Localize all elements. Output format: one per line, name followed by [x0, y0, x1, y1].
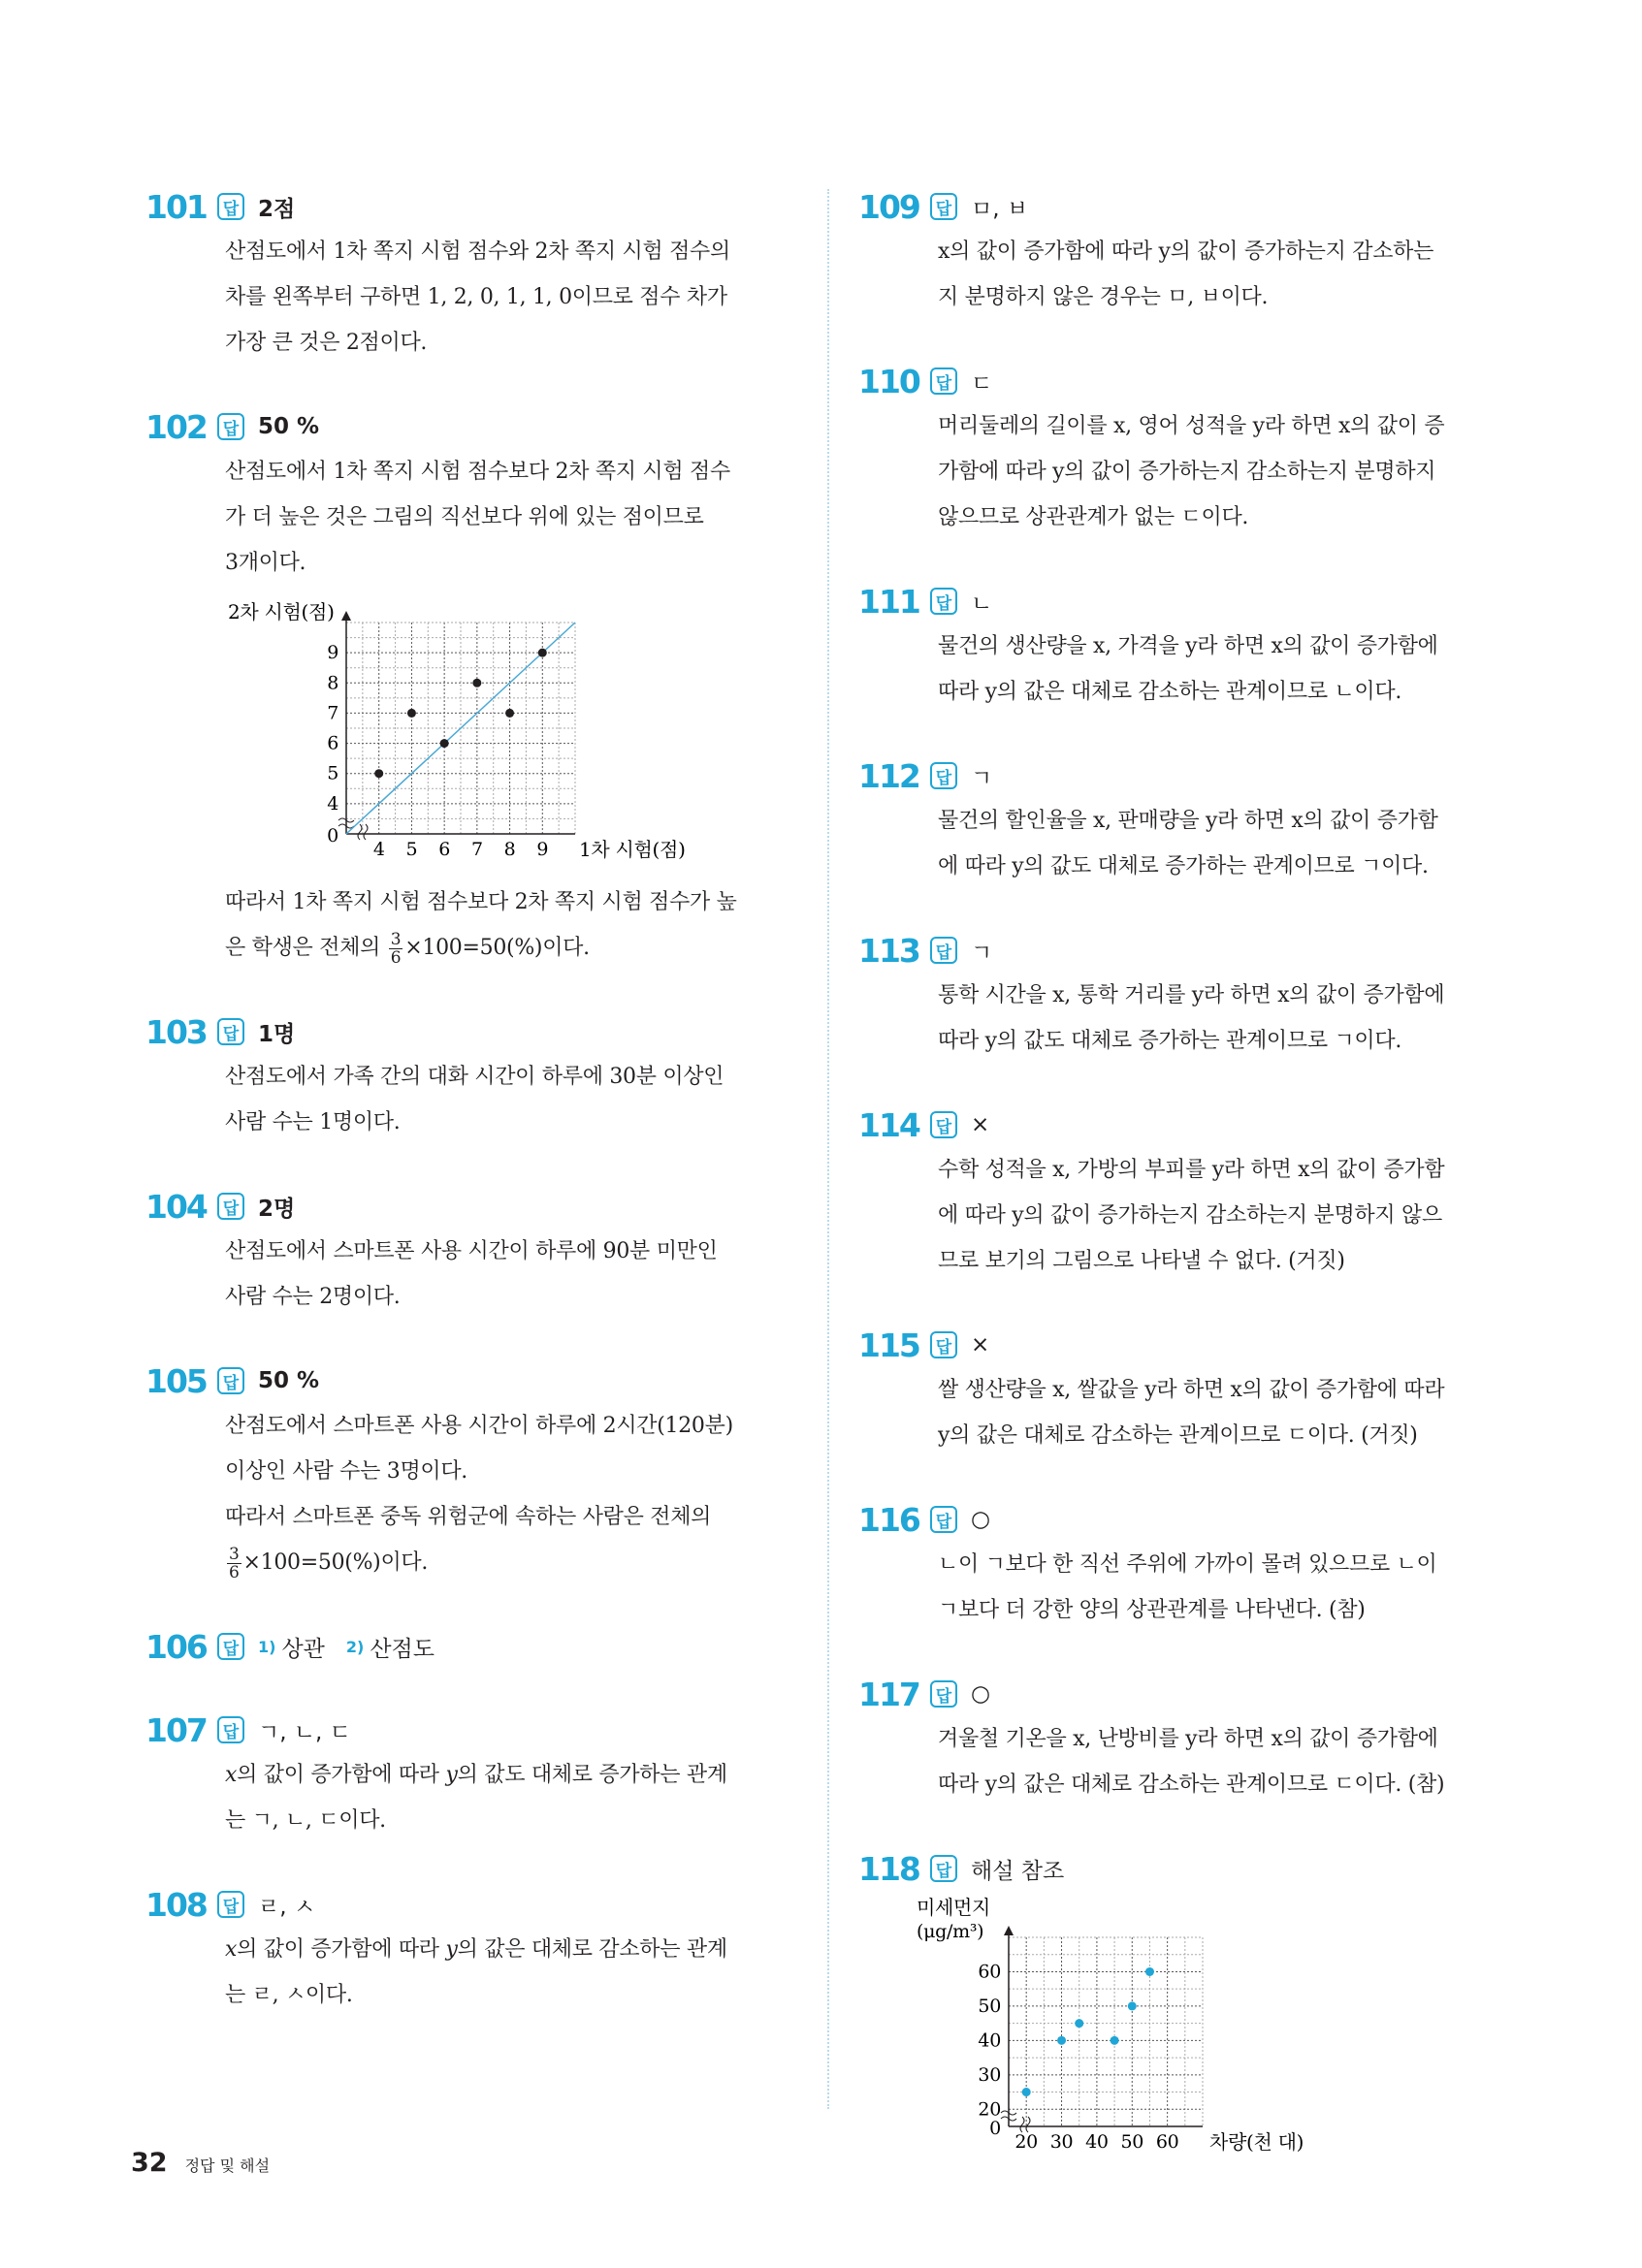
problem-number: 104 — [145, 1187, 207, 1226]
answer-tag: 답 — [217, 1367, 244, 1394]
data-point — [538, 649, 547, 657]
problem-102 — [145, 404, 805, 971]
sub-answer-label: 1) — [258, 1637, 276, 1656]
explanation-line: ㄱ보다 더 강한 양의 상관관계를 나타낸다. (참) — [938, 1598, 1366, 1622]
answer-tag: 답 — [930, 1680, 957, 1708]
problem-106 — [145, 1624, 805, 1669]
answer-tag: 답 — [930, 1111, 957, 1138]
data-point — [472, 679, 481, 687]
y-tick-label: 50 — [978, 1995, 1001, 2017]
explanation-line: 물건의 할인율을 x, 판매량을 y라 하면 x의 값이 증가함 — [938, 809, 1438, 833]
sub-answer-label: 2) — [345, 1637, 365, 1656]
data-point — [1145, 1967, 1154, 1976]
data-point — [374, 769, 383, 778]
explanation-line: 에 따라 y의 값이 증가하는지 감소하는지 분명하지 않으 — [938, 1203, 1442, 1228]
problem-number: 105 — [145, 1361, 207, 1400]
fraction — [227, 1546, 241, 1581]
data-point — [1111, 2036, 1119, 2045]
y-tick-label: 30 — [978, 2063, 1001, 2086]
numerator: 3 — [229, 1544, 240, 1564]
answer-tag: 답 — [930, 1506, 957, 1533]
explanation-line: 않으므로 상관관계가 없는 ㄷ이다. — [938, 505, 1249, 529]
variable: x — [225, 1937, 238, 1962]
answer: ㄹ, ㅅ — [258, 1894, 316, 1920]
problem-number: 101 — [145, 187, 207, 226]
explanation-line: ㄴ이 ㄱ보다 한 직선 주위에 가까이 몰려 있으므로 ㄴ이 — [938, 1552, 1437, 1577]
problem-number: 118 — [858, 1849, 919, 1888]
explanation-line: 는 ㄹ, ㅅ이다. — [225, 1983, 353, 2007]
answer: 2점 — [258, 196, 296, 222]
x-tick-label: 5 — [405, 839, 418, 860]
answer-tag: 답 — [930, 1855, 957, 1882]
data-point — [1022, 2088, 1031, 2096]
problem-number: 110 — [858, 362, 919, 400]
y-tick-label: 4 — [327, 792, 338, 815]
answer: × — [971, 1112, 990, 1137]
explanation-line: 따라 y의 값은 대체로 감소하는 관계이므로 ㄷ이다. (참) — [938, 1773, 1445, 1797]
answer: ㄱ — [971, 940, 993, 966]
answer-tag: 답 — [217, 1716, 244, 1743]
text-segment: 의 값이 증가함에 따라 — [237, 1763, 446, 1787]
problem-number: 115 — [858, 1326, 919, 1364]
answer-tag: 답 — [930, 588, 957, 615]
problem-109 — [858, 184, 1498, 320]
problem-115 — [858, 1323, 1498, 1458]
data-point — [1128, 2001, 1137, 2010]
origin-label: 0 — [989, 2118, 1001, 2139]
origin-label: 0 — [327, 825, 338, 847]
answer-tag: 답 — [930, 193, 957, 220]
explanation-line: 가 더 높은 것은 그림의 직선보다 위에 있는 점이므로 — [225, 505, 704, 529]
x-tick-label: 60 — [1155, 2131, 1179, 2153]
problem-111 — [858, 579, 1498, 715]
fraction — [389, 931, 403, 967]
problem-105 — [145, 1358, 805, 1585]
answer-tag: 답 — [930, 937, 957, 964]
problem-107 — [145, 1708, 805, 1843]
problem-103 — [145, 1009, 805, 1145]
explanation-line: 따라 y의 값도 대체로 증가하는 관계이므로 ㄱ이다. — [938, 1029, 1402, 1053]
explanation-line: 지 분명하지 않은 경우는 ㅁ, ㅂ이다. — [938, 285, 1269, 309]
x-tick-label: 20 — [1014, 2131, 1038, 2153]
data-point — [407, 709, 416, 718]
explanation-line: 산점도에서 스마트폰 사용 시간이 하루에 90분 미만인 — [225, 1239, 718, 1263]
explanation-line: 산점도에서 1차 쪽지 시험 점수와 2차 쪽지 시험 점수의 — [225, 240, 730, 264]
y-axis-arrow — [1004, 1926, 1014, 1935]
answer-tag: 답 — [930, 762, 957, 789]
y-axis-unit: (μg/m³) — [917, 1921, 984, 1942]
x-axis-label: 1차 시험(점) — [579, 838, 686, 861]
answer-tag: 답 — [217, 1018, 244, 1045]
explanation-line: x의 값이 증가함에 따라 y의 값이 증가하는지 감소하는 — [938, 240, 1434, 264]
answer-tag: 답 — [217, 1633, 244, 1660]
problem-number: 108 — [145, 1885, 207, 1924]
explanation-line: 3개이다. — [225, 551, 306, 575]
answer: 50 % — [258, 1368, 320, 1393]
text-segment: ×100=50(%)이다. — [404, 936, 590, 960]
problem-number: 107 — [145, 1710, 207, 1749]
explanation-line: 따라 y의 값은 대체로 감소하는 관계이므로 ㄴ이다. — [938, 680, 1402, 704]
problem-number: 109 — [858, 187, 919, 226]
explanation-line: 수학 성적을 x, 가방의 부피를 y라 하면 x의 값이 증가함 — [938, 1158, 1445, 1182]
y-tick-label: 8 — [327, 672, 338, 694]
problem-number: 112 — [858, 756, 919, 795]
explanation-line: 물건의 생산량을 x, 가격을 y라 하면 x의 값이 증가함에 — [938, 634, 1438, 658]
footer-title: 정답 및 해설 — [184, 2156, 271, 2175]
scatter-chart-quiz — [225, 591, 805, 879]
problem-number: 116 — [858, 1500, 919, 1539]
column-divider — [827, 189, 829, 2109]
problem-104 — [145, 1184, 805, 1320]
problem-number: 106 — [145, 1627, 207, 1666]
data-point — [1075, 2019, 1083, 2028]
explanation-line: 산점도에서 1차 쪽지 시험 점수보다 2차 쪽지 시험 점수 — [225, 460, 730, 484]
text-segment: 의 값은 대체로 감소하는 관계 — [457, 1937, 727, 1962]
data-point — [440, 739, 449, 748]
text-segment: 의 값이 증가함에 따라 — [237, 1937, 446, 1962]
sub-answer-text: 상관 — [281, 1636, 325, 1662]
answer-tag: 답 — [217, 413, 244, 440]
y-tick-label: 20 — [978, 2098, 1001, 2121]
problem-117 — [858, 1672, 1498, 1807]
answer: 1명 — [258, 1021, 296, 1047]
answer: ㄴ — [971, 591, 993, 617]
problem-number: 114 — [858, 1105, 919, 1144]
scatter-plot-fine-dust — [917, 1897, 1324, 2158]
text-segment: 의 값도 대체로 증가하는 관계 — [457, 1763, 727, 1787]
answer: ○ — [971, 1507, 991, 1532]
scatter-plot-quiz-scores — [225, 591, 686, 863]
explanation-line: 가함에 따라 y의 값이 증가하는지 감소하는지 분명하지 — [938, 460, 1436, 484]
y-axis-label: 미세먼지 — [917, 1896, 991, 1919]
x-tick-label: 9 — [536, 839, 549, 860]
variable: x — [225, 1763, 238, 1787]
x-tick-label: 4 — [372, 839, 385, 860]
y-tick-label: 40 — [978, 2029, 1001, 2052]
problem-number: 111 — [858, 582, 919, 621]
explanation-line — [225, 1540, 805, 1585]
y-tick-label: 5 — [327, 762, 338, 784]
x-tick-label: 40 — [1085, 2131, 1109, 2153]
variable: y — [445, 1763, 458, 1787]
explanation-line: 차를 왼쪽부터 구하면 1, 2, 0, 1, 1, 0이므로 점수 차가 — [225, 285, 727, 309]
answer: 2명 — [258, 1196, 296, 1222]
explanation-line — [225, 1752, 805, 1798]
answer-tag: 답 — [217, 1891, 244, 1918]
problem-number: 113 — [858, 931, 919, 970]
x-axis-label: 차량(천 대) — [1209, 2130, 1304, 2154]
y-tick-label: 9 — [327, 642, 338, 664]
x-tick-label: 50 — [1120, 2131, 1144, 2153]
left-column — [145, 184, 805, 2057]
problem-116 — [858, 1497, 1498, 1633]
explanation-line: 따라서 스마트폰 중독 위험군에 속하는 사람은 전체의 — [225, 1505, 712, 1529]
explanation-line — [225, 1927, 805, 1972]
explanation-line: 겨울철 기온을 x, 난방비를 y라 하면 x의 값이 증가함에 — [938, 1727, 1438, 1751]
x-tick-label: 30 — [1049, 2131, 1074, 2153]
explanation-line: y의 값은 대체로 감소하는 관계이므로 ㄷ이다. (거짓) — [938, 1423, 1418, 1448]
numerator: 3 — [390, 929, 402, 949]
right-column — [858, 184, 1498, 2214]
answer: ㄱ, ㄴ, ㄷ — [258, 1719, 351, 1745]
problem-number: 102 — [145, 407, 207, 446]
data-point — [505, 709, 514, 718]
page-number: 32 — [131, 2148, 168, 2178]
explanation-line: 쌀 생산량을 x, 쌀값을 y라 하면 x의 값이 증가함에 따라 — [938, 1378, 1445, 1402]
x-tick-label: 6 — [438, 839, 451, 860]
answer: × — [971, 1332, 990, 1358]
explanation-line: 산점도에서 스마트폰 사용 시간이 하루에 2시간(120분) — [225, 1414, 733, 1438]
explanation-line — [225, 925, 805, 971]
page-footer — [131, 2148, 270, 2178]
problem-number: 103 — [145, 1012, 207, 1051]
problem-112 — [858, 753, 1498, 889]
y-tick-label: 6 — [327, 732, 338, 754]
explanation-line: 산점도에서 가족 간의 대화 시간이 하루에 30분 이상인 — [225, 1065, 724, 1089]
text-segment: ×100=50(%)이다. — [242, 1550, 429, 1575]
explanation-line: 머리둘레의 길이를 x, 영어 성적을 y라 하면 x의 값이 증 — [938, 414, 1445, 438]
explanation-line: 이상인 사람 수는 3명이다. — [225, 1459, 467, 1484]
explanation-line: 따라서 1차 쪽지 시험 점수보다 2차 쪽지 시험 점수가 높 — [225, 890, 737, 914]
answer-tag: 답 — [217, 193, 244, 220]
answer: ○ — [971, 1681, 991, 1707]
answer-tag: 답 — [217, 1193, 244, 1220]
explanation-line: 에 따라 y의 값도 대체로 증가하는 관계이므로 ㄱ이다. — [938, 854, 1429, 878]
answer: 해설 참조 — [971, 1858, 1065, 1884]
problem-101 — [145, 184, 805, 366]
data-point — [1057, 2036, 1066, 2045]
denominator: 6 — [229, 1562, 240, 1582]
y-axis-label: 2차 시험(점) — [228, 600, 335, 623]
scatter-chart-dust — [917, 1897, 1498, 2175]
explanation-line: 통학 시간을 x, 통학 거리를 y라 하면 x의 값이 증가함에 — [938, 983, 1445, 1007]
text-segment: 은 학생은 전체의 — [225, 936, 387, 960]
y-axis-arrow — [341, 611, 351, 621]
explanation-line: 가장 큰 것은 2점이다. — [225, 331, 428, 355]
explanation-line: 사람 수는 2명이다. — [225, 1285, 401, 1309]
answer: ㄱ — [971, 765, 993, 791]
sub-answer-text: 산점도 — [370, 1636, 435, 1662]
axis-break-mark — [1020, 2117, 1030, 2132]
variable: y — [445, 1937, 458, 1962]
answer: 50 % — [258, 414, 320, 439]
answer: ㄷ — [971, 370, 993, 397]
problem-number: 117 — [858, 1675, 919, 1713]
y-tick-label: 60 — [978, 1961, 1001, 1983]
problem-118 — [858, 1846, 1498, 2175]
explanation-line: 사람 수는 1명이다. — [225, 1110, 401, 1134]
x-tick-label: 7 — [470, 839, 483, 860]
answer-tag: 답 — [930, 1331, 957, 1358]
problem-108 — [145, 1882, 805, 2018]
x-tick-label: 8 — [503, 839, 516, 860]
answer: ㅁ, ㅂ — [971, 196, 1029, 222]
explanation-line: 는 ㄱ, ㄴ, ㄷ이다. — [225, 1808, 386, 1833]
y-tick-label: 7 — [327, 702, 338, 724]
explanation-line: 므로 보기의 그림으로 나타낼 수 없다. (거짓) — [938, 1249, 1345, 1273]
problem-113 — [858, 928, 1498, 1064]
problem-114 — [858, 1102, 1498, 1284]
problem-110 — [858, 359, 1498, 540]
answer-tag: 답 — [930, 367, 957, 395]
denominator: 6 — [390, 947, 402, 968]
